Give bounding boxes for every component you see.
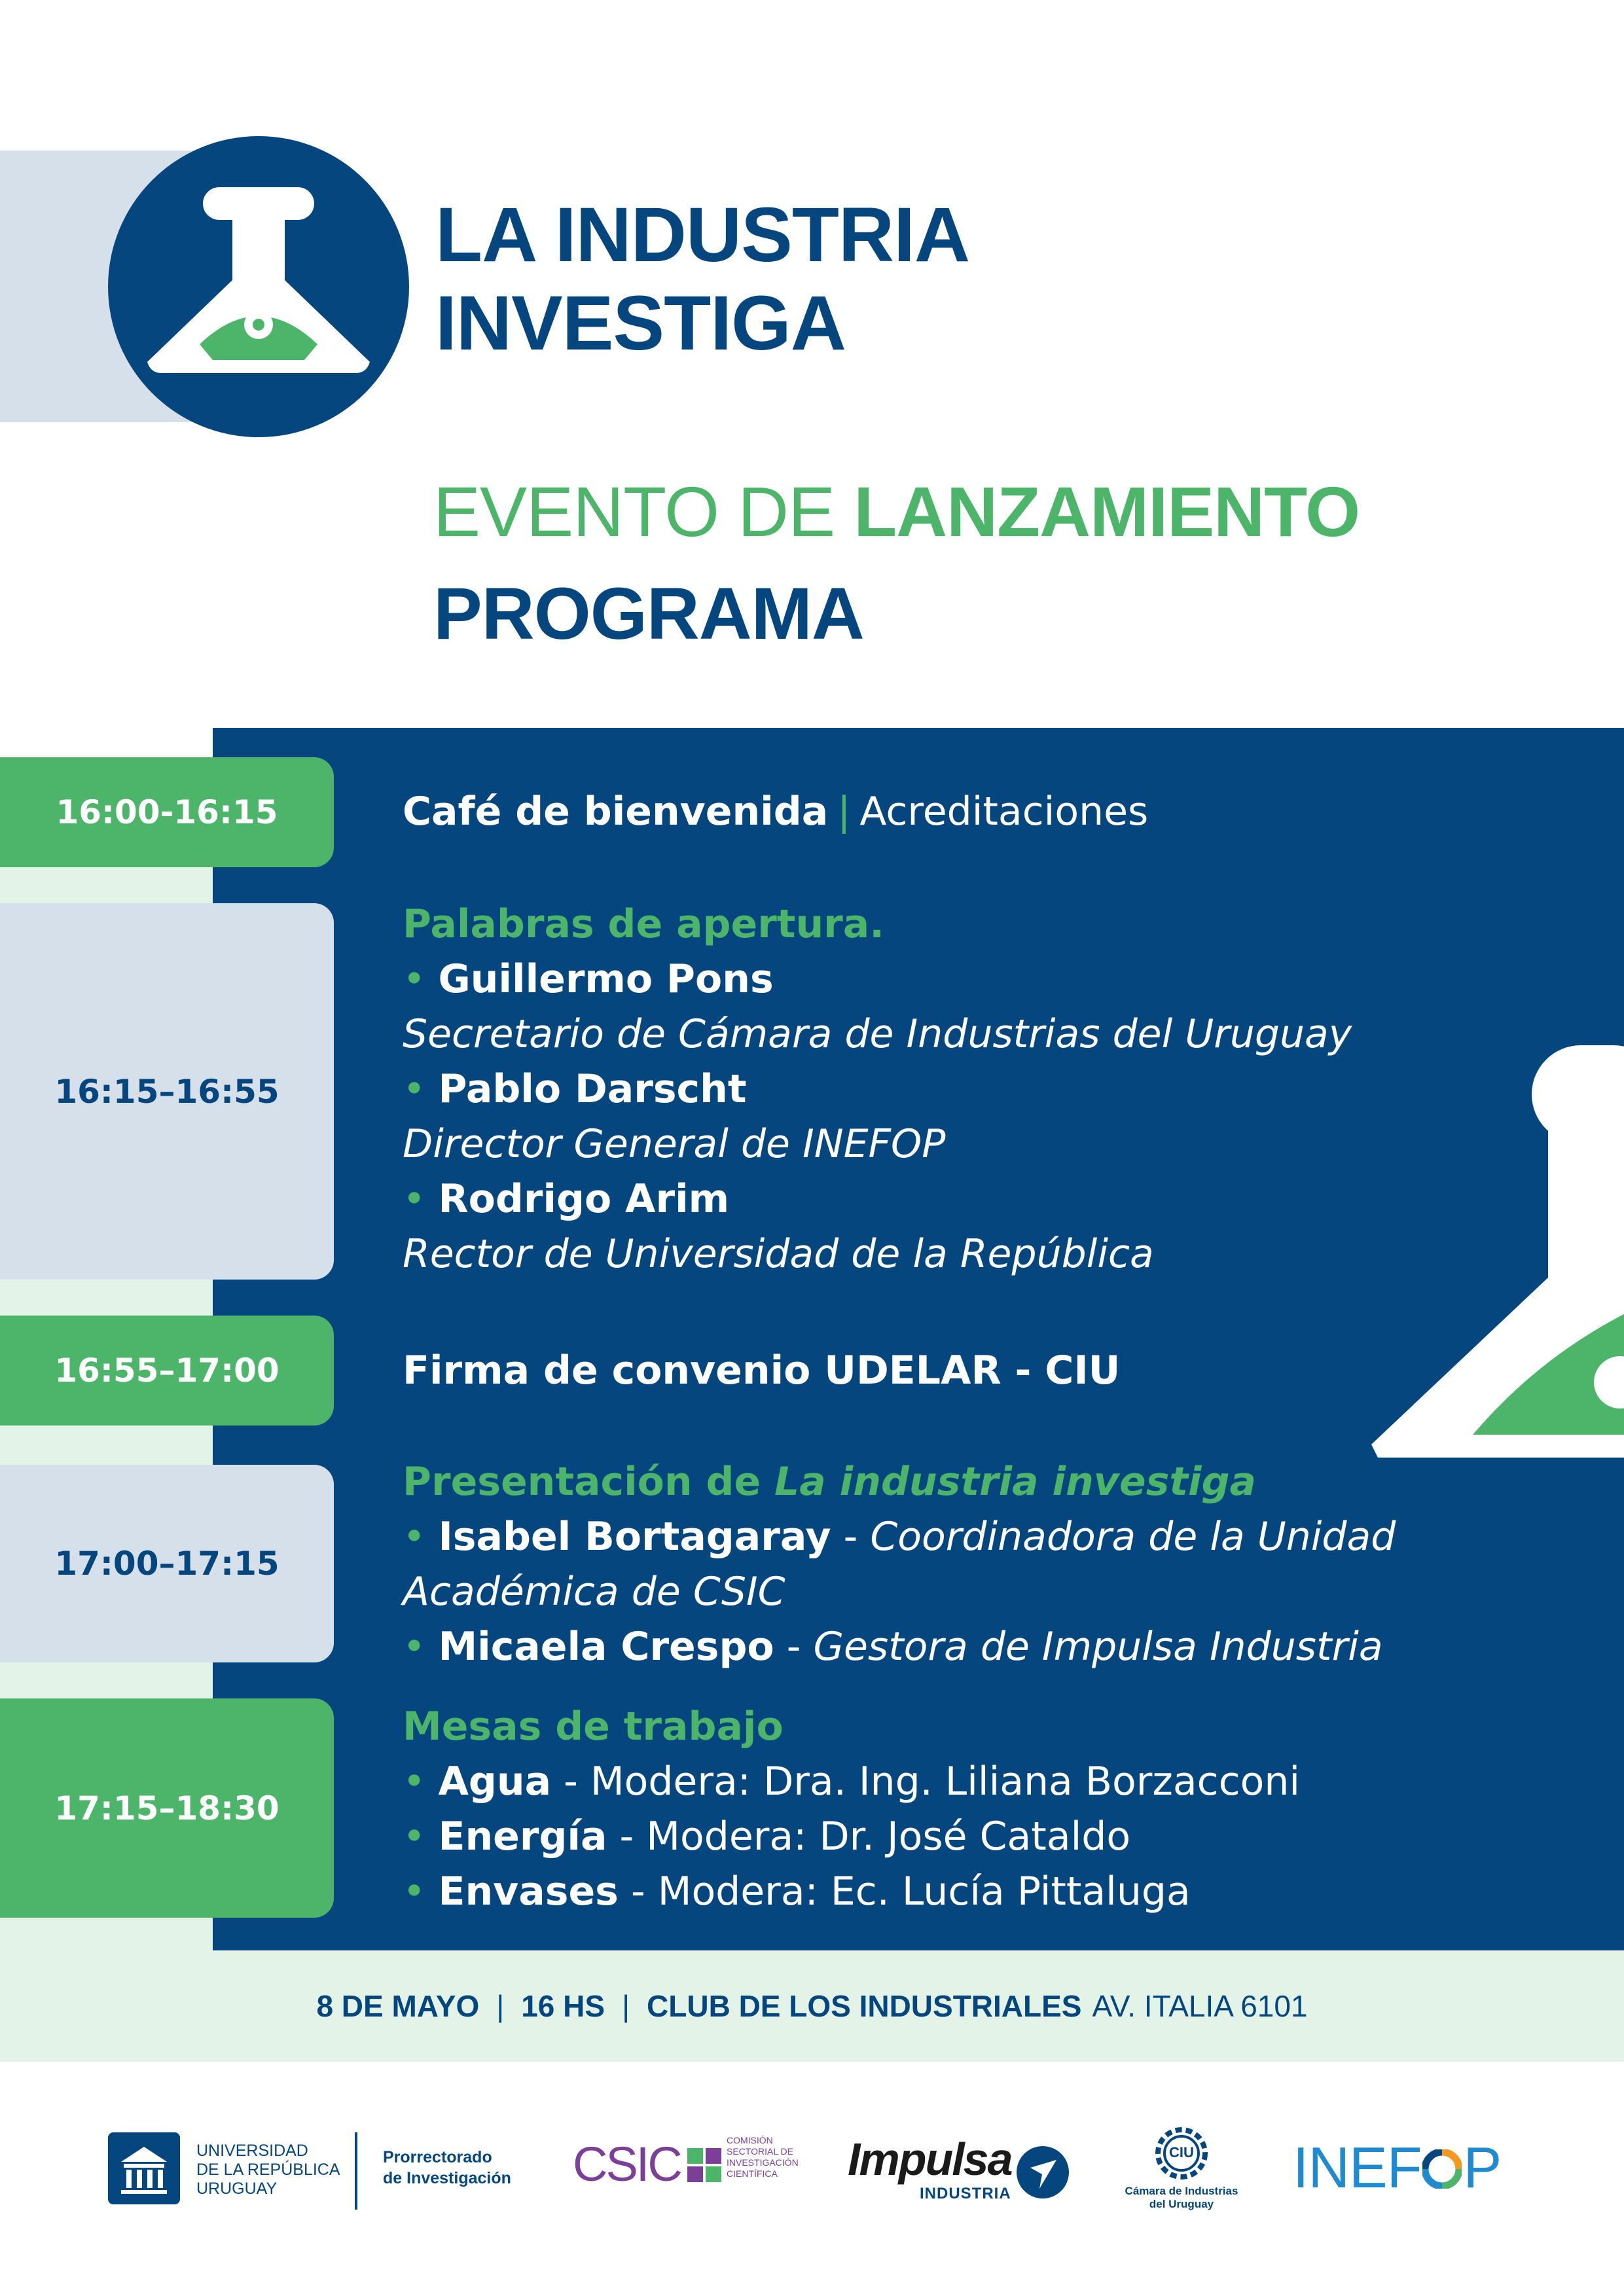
ciu-line: del Uruguay [1149,2198,1214,2210]
table-topic: Energía [438,1814,607,1859]
impulsa-arrow-icon [1016,2145,1070,2199]
csic-subtitle [727,2135,799,2179]
inefop-text: INEF [1293,2135,1422,2200]
impulsa-subtitle: INDUSTRIA [920,2185,1011,2202]
speaker-role: Rector de Universidad de la República [403,1231,1154,1277]
agenda-item-heading: Mesas de trabajo [403,1704,784,1749]
bullet: • [403,1624,426,1670]
agenda-item-subtitle: Acreditaciones [859,789,1149,834]
csic-sub-line: SECTORIAL DE [727,2146,793,2157]
event-info-bar [0,1950,1624,2062]
bullet: • [403,1176,426,1222]
university-building-icon [108,2132,180,2204]
bullet: • [403,1814,426,1859]
speaker-name: Isabel Bortagaray [438,1514,831,1560]
flask-icon [108,136,409,437]
time-slot-2: 16:15–16:55 [0,903,334,1280]
event-subtitle [433,472,1360,551]
table-moderator: - Modera: Ec. Lucía Pittaluga [630,1869,1191,1914]
dash: - [786,1624,801,1670]
agenda-item-heading: Palabras de apertura. [403,901,885,947]
agenda-item-heading: Presentación de [403,1459,761,1505]
impulsa-logo: Impulsa [848,2134,1012,2185]
speaker-role: Coordinadora de la Unidad [870,1514,1396,1560]
separator: | [837,789,851,834]
speaker-role: Director General de INEFOP [403,1121,946,1167]
flask-logo-badge [108,136,409,437]
page-title-line1: LA INDUSTRIA [435,192,970,278]
event-prefix: EVENTO DE [433,472,835,551]
inefop-logo [1293,2135,1502,2200]
udelar-line: UNIVERSIDAD [196,2142,308,2160]
csic-logo: CSIC [573,2137,681,2191]
udelar-wordmark [196,2142,340,2198]
program-heading: PROGRAMA [433,573,864,655]
table-topic: Envases [438,1869,619,1914]
csic-sub-line: CIENTÍFICA [727,2168,778,2179]
table-topic: Agua [438,1759,552,1804]
table-moderator: - Modera: Dr. José Cataldo [619,1814,1131,1859]
speaker-name: Pablo Darscht [438,1066,747,1112]
agenda-item-title: Café de bienvenida [403,789,829,834]
time-slot-5: 17:15–18:30 [0,1698,334,1918]
event-address: AV. ITALIA 6101 [1092,1989,1308,2023]
agenda-item-5 [403,1699,1300,1919]
speaker-role: Secretario de Cámara de Industrias del Uruguay [403,1011,1352,1057]
table-moderator: - Modera: Dra. Ing. Liliana Borzacconi [564,1759,1301,1804]
bullet: • [403,1514,426,1560]
ciu-wordmark [1110,2185,1254,2211]
prorrectorado-wordmark [383,2147,511,2189]
speaker-name: Micaela Crespo [438,1624,774,1670]
agenda-item-2 [403,897,1352,1282]
dash: - [843,1514,858,1560]
event-date: 8 DE MAYO [316,1989,480,2023]
ciu-mark: CIU [1169,2144,1194,2161]
event-time: 16 HS [521,1989,605,2023]
time-slot-4: 17:00–17:15 [0,1465,334,1662]
bullet: • [403,1869,426,1914]
event-highlight: LANZAMIENTO [854,472,1360,551]
bullet: • [403,956,426,1002]
speaker-name: Guillermo Pons [438,956,774,1002]
agenda-item-3 [403,1343,1120,1398]
udelar-line: URUGUAY [196,2179,278,2198]
csic-sub-line: INVESTIGACIÓN [727,2157,799,2168]
separator: | [496,1989,505,2023]
event-venue: CLUB DE LOS INDUSTRIALES [647,1989,1082,2023]
logo-divider [355,2132,357,2210]
ciu-line: Cámara de Industrias [1125,2185,1238,2197]
agenda-item-1 [403,784,1148,839]
time-slot-3: 16:55–17:00 [0,1316,334,1426]
speaker-role: Gestora de Impulsa Industria [813,1624,1383,1670]
speaker-role-continued: Académica de CSIC [403,1569,785,1615]
agenda-item-4 [403,1454,1396,1674]
inefop-ring-icon [1422,2140,1462,2179]
bullet: • [403,1759,426,1804]
agenda-item-title: Firma de convenio UDELAR - CIU [403,1348,1121,1393]
csic-sub-line: COMISIÓN [727,2135,773,2145]
inefop-text: P [1463,2135,1502,2200]
csic-grid-icon [687,2148,721,2182]
separator: | [622,1989,630,2023]
prorrectorado-line: Prorrectorado [383,2148,492,2166]
agenda-item-heading-italic: La industria investiga [774,1459,1257,1505]
time-slot-1: 16:00-16:15 [0,757,334,867]
udelar-line: DE LA REPÚBLICA [196,2161,340,2179]
prorrectorado-line: de Investigación [383,2169,511,2187]
speaker-name: Rodrigo Arim [438,1176,730,1222]
udelar-logo [108,2132,180,2204]
page-title-line2: INVESTIGA [435,280,846,367]
bullet: • [403,1066,426,1112]
